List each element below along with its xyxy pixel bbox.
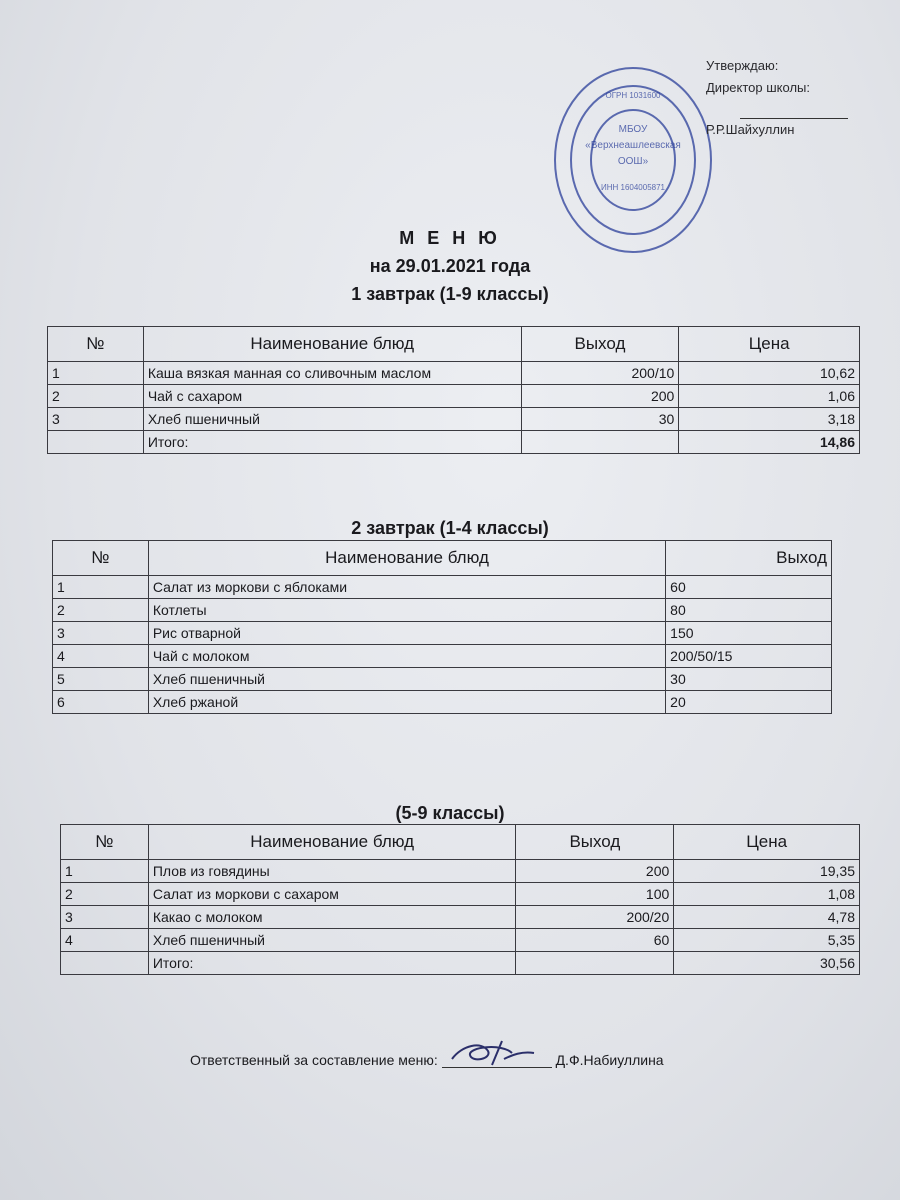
empty-cell	[516, 952, 674, 975]
responsible-label: Ответственный за составление меню:	[190, 1052, 438, 1068]
col-header-price: Цена	[674, 825, 860, 860]
breakfast1-table	[47, 326, 860, 454]
dish-name: Хлеб пшеничный	[148, 929, 516, 952]
responsible-signature	[442, 1053, 552, 1068]
total-value: 14,86	[679, 431, 860, 454]
svg-text:МБОУ: МБОУ	[618, 124, 648, 135]
section-title-1: 1 завтрак (1-9 классы)	[351, 284, 549, 304]
row-num: 1	[48, 362, 144, 385]
dish-price: 4,78	[674, 906, 860, 929]
dish-name: Салат из моркови с сахаром	[148, 883, 516, 906]
dish-name: Хлеб пшеничный	[148, 668, 665, 691]
dish-name: Чай с сахаром	[143, 385, 521, 408]
total-row	[48, 431, 860, 454]
dish-name: Хлеб пшеничный	[143, 408, 521, 431]
menu-title: М Е Н Ю	[399, 228, 501, 248]
dish-name: Рис отварной	[148, 622, 665, 645]
table-row	[53, 645, 832, 668]
svg-text:ИНН 1604005871: ИНН 1604005871	[600, 183, 666, 192]
menu-date: на 29.01.2021 года	[369, 256, 531, 276]
row-num: 3	[53, 622, 149, 645]
col-header-name: Наименование блюд	[148, 825, 516, 860]
responsible-name: Д.Ф.Набиуллина	[555, 1052, 664, 1068]
col-header-price: Цена	[679, 327, 860, 362]
empty-cell	[521, 431, 679, 454]
dish-output: 200	[516, 860, 674, 883]
total-label: Итого:	[143, 431, 521, 454]
dish-name: Каша вязкая манная со сливочным маслом	[143, 362, 521, 385]
director-label: Директор школы:	[706, 80, 810, 95]
table-row	[53, 691, 832, 714]
table-row	[48, 362, 860, 385]
dish-price: 10,62	[679, 362, 860, 385]
svg-text:«Верхнеашлеевская: «Верхнеашлеевская	[585, 140, 681, 151]
table-row	[61, 860, 860, 883]
row-num: 4	[61, 929, 149, 952]
grades5-9-table	[60, 824, 860, 975]
row-num: 1	[53, 576, 149, 599]
row-num: 2	[48, 385, 144, 408]
dish-output: 30	[521, 408, 679, 431]
approve-label: Утверждаю:	[706, 58, 779, 73]
table-row	[53, 576, 832, 599]
responsible-footer	[190, 1052, 664, 1068]
dish-output: 200/50/15	[666, 645, 832, 668]
row-num: 4	[53, 645, 149, 668]
dish-output: 150	[666, 622, 832, 645]
col-header-num: №	[61, 825, 149, 860]
total-label: Итого:	[148, 952, 516, 975]
dish-name: Котлеты	[148, 599, 665, 622]
dish-price: 3,18	[679, 408, 860, 431]
row-num: 2	[61, 883, 149, 906]
dish-output: 200/20	[516, 906, 674, 929]
col-header-num: №	[48, 327, 144, 362]
dish-output: 20	[666, 691, 832, 714]
table-row	[48, 408, 860, 431]
table-row	[53, 668, 832, 691]
table-row	[48, 385, 860, 408]
svg-text:ОГРН 1031600: ОГРН 1031600	[605, 91, 661, 100]
dish-output: 100	[516, 883, 674, 906]
col-header-output: Выход	[516, 825, 674, 860]
dish-name: Плов из говядины	[148, 860, 516, 883]
dish-output: 60	[666, 576, 832, 599]
dish-output: 200	[521, 385, 679, 408]
signature-line	[740, 118, 848, 119]
dish-output: 80	[666, 599, 832, 622]
dish-name: Салат из моркови с яблоками	[148, 576, 665, 599]
table-row	[53, 622, 832, 645]
row-num: 5	[53, 668, 149, 691]
dish-price: 19,35	[674, 860, 860, 883]
dish-name: Хлеб ржаной	[148, 691, 665, 714]
col-header-num: №	[53, 541, 149, 576]
approval-block	[706, 56, 810, 140]
total-row	[61, 952, 860, 975]
svg-text:ООШ»: ООШ»	[617, 156, 649, 167]
section-title-2: 2 завтрак (1-4 классы)	[351, 518, 549, 538]
director-name: Р.Р.Шайхуллин	[706, 122, 795, 137]
col-header-name: Наименование блюд	[143, 327, 521, 362]
dish-name: Чай с молоком	[148, 645, 665, 668]
table-row	[61, 929, 860, 952]
row-num: 3	[61, 906, 149, 929]
empty-cell	[61, 952, 149, 975]
dish-name: Какао с молоком	[148, 906, 516, 929]
row-num: 6	[53, 691, 149, 714]
breakfast2-table	[52, 540, 832, 714]
total-value: 30,56	[674, 952, 860, 975]
dish-price: 1,06	[679, 385, 860, 408]
section-title-3: (5-9 классы)	[395, 803, 505, 823]
row-num: 2	[53, 599, 149, 622]
row-num: 1	[61, 860, 149, 883]
table-row	[53, 599, 832, 622]
dish-price: 5,35	[674, 929, 860, 952]
table-row	[61, 883, 860, 906]
dish-price: 1,08	[674, 883, 860, 906]
col-header-name: Наименование блюд	[148, 541, 665, 576]
col-header-output: Выход	[666, 541, 832, 576]
dish-output: 60	[516, 929, 674, 952]
dish-output: 200/10	[521, 362, 679, 385]
col-header-output: Выход	[521, 327, 679, 362]
empty-cell	[48, 431, 144, 454]
dish-output: 30	[666, 668, 832, 691]
row-num: 3	[48, 408, 144, 431]
table-row	[61, 906, 860, 929]
